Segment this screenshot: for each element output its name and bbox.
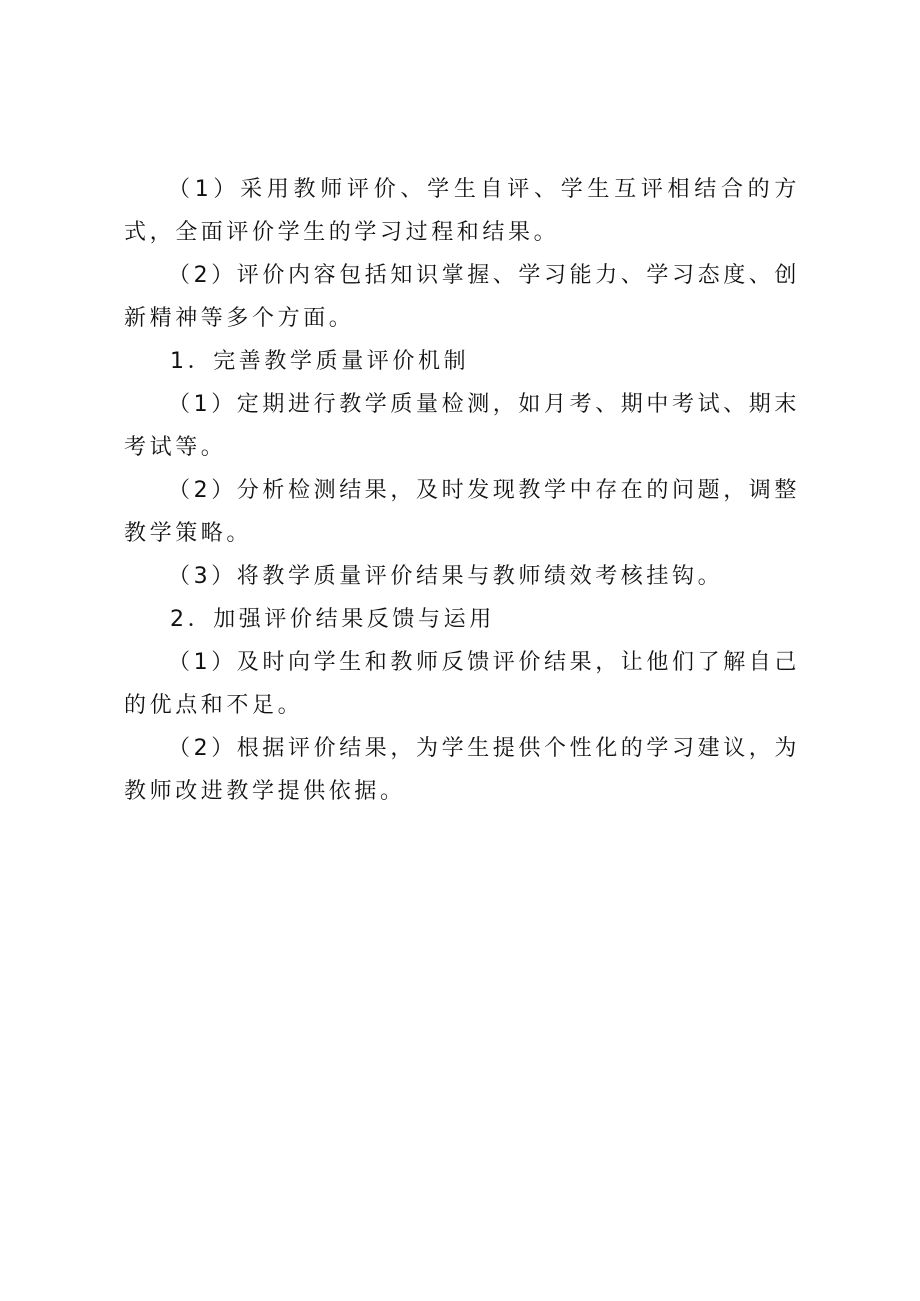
paragraph-analyze-results: （2）分析检测结果，及时发现教学中存在的问题，调整教学策略。 (124, 478, 800, 546)
paragraph-performance-link: （3）将教学质量评价结果与教师绩效考核挂钩。 (168, 564, 724, 589)
paragraph-quality-testing: （1）定期进行教学质量检测，如月考、期中考试、期末考试等。 (124, 392, 800, 460)
paragraph-evaluation-content: （2）评价内容包括知识掌握、学习能力、学习态度、创新精神等多个方面。 (124, 263, 800, 331)
document-body (124, 168, 800, 813)
paragraph-personalized-advice: （2）根据评价结果，为学生提供个性化的学习建议，为教师改进教学提供依据。 (124, 736, 800, 804)
section-heading-feedback-usage: 2．加强评价结果反馈与运用 (170, 607, 495, 632)
paragraph-timely-feedback: （1）及时向学生和教师反馈评价结果，让他们了解自己的优点和不足。 (124, 650, 800, 718)
paragraph-evaluation-methods: （1）采用教师评价、学生自评、学生互评相结合的方式，全面评价学生的学习过程和结果。 (124, 177, 800, 245)
section-heading-quality-mechanism: 1．完善教学质量评价机制 (170, 349, 470, 374)
